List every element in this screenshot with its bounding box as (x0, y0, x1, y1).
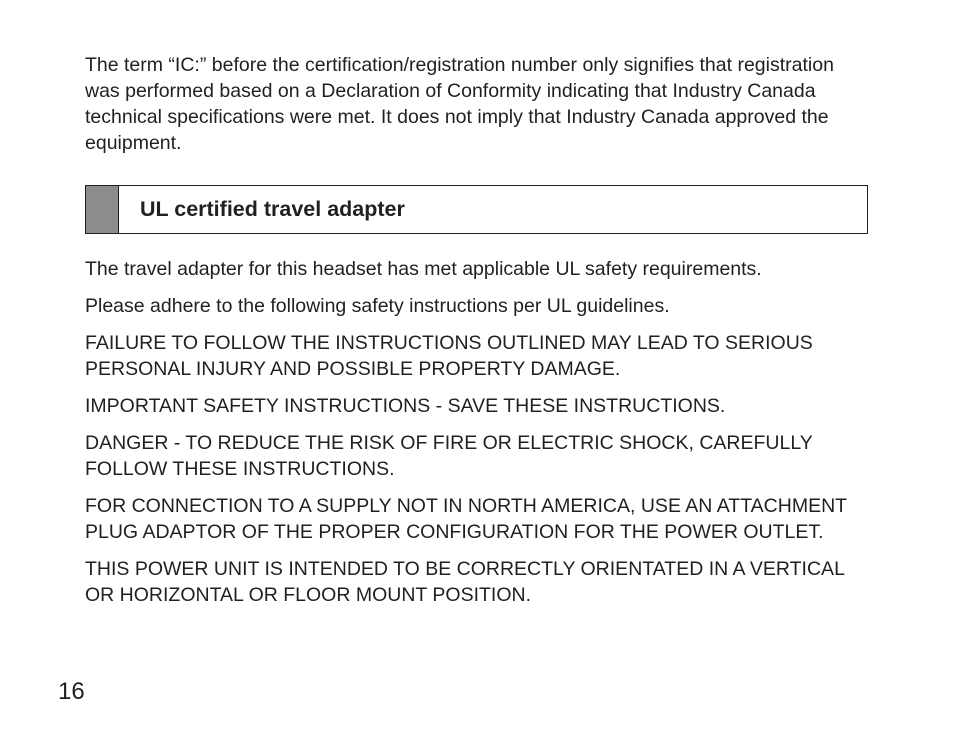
paragraph-danger-warning: DANGER - TO REDUCE THE RISK OF FIRE OR ELECTRIC SHOCK, CAREFULLY FOLLOW THESE INSTRUCTIONS. (85, 432, 813, 480)
paragraph-important-instructions: IMPORTANT SAFETY INSTRUCTIONS - SAVE THESE INSTRUCTIONS. (85, 395, 726, 417)
paragraph-power-unit-orientation: THIS POWER UNIT IS INTENDED TO BE CORRECTLY ORIENTATED IN A VERTICAL OR HORIZONTAL OR FLOOR MOUNT POSITION. (85, 558, 845, 606)
paragraph-plug-adaptor: FOR CONNECTION TO A SUPPLY NOT IN NORTH AMERICA, USE AN ATTACHMENT PLUG ADAPTOR OF THE PROPER CONFIGURATION FOR THE POWER OUTLET. (85, 495, 847, 543)
ic-notice-paragraph: The term “IC:” before the certification/registration number only signifies that registration was performed based on a Declaration of Conformity indicating that Industry Canada technical specifications were met. It does not imply that Industry Canada approved the equipment. (85, 54, 834, 154)
paragraph-failure-warning: FAILURE TO FOLLOW THE INSTRUCTIONS OUTLINED MAY LEAD TO SERIOUS PERSONAL INJURY AND POSSIBLE PROPERTY DAMAGE. (85, 332, 813, 380)
paragraph-ul-guidelines: Please adhere to the following safety instructions per UL guidelines. (85, 295, 670, 317)
page-number: 16 (58, 678, 85, 705)
section-marker (86, 186, 119, 233)
safety-instructions (85, 256, 875, 619)
section-title: UL certified travel adapter (140, 197, 405, 221)
section-header (85, 185, 868, 234)
paragraph-ul-requirements: The travel adapter for this headset has met applicable UL safety requirements. (85, 258, 762, 280)
